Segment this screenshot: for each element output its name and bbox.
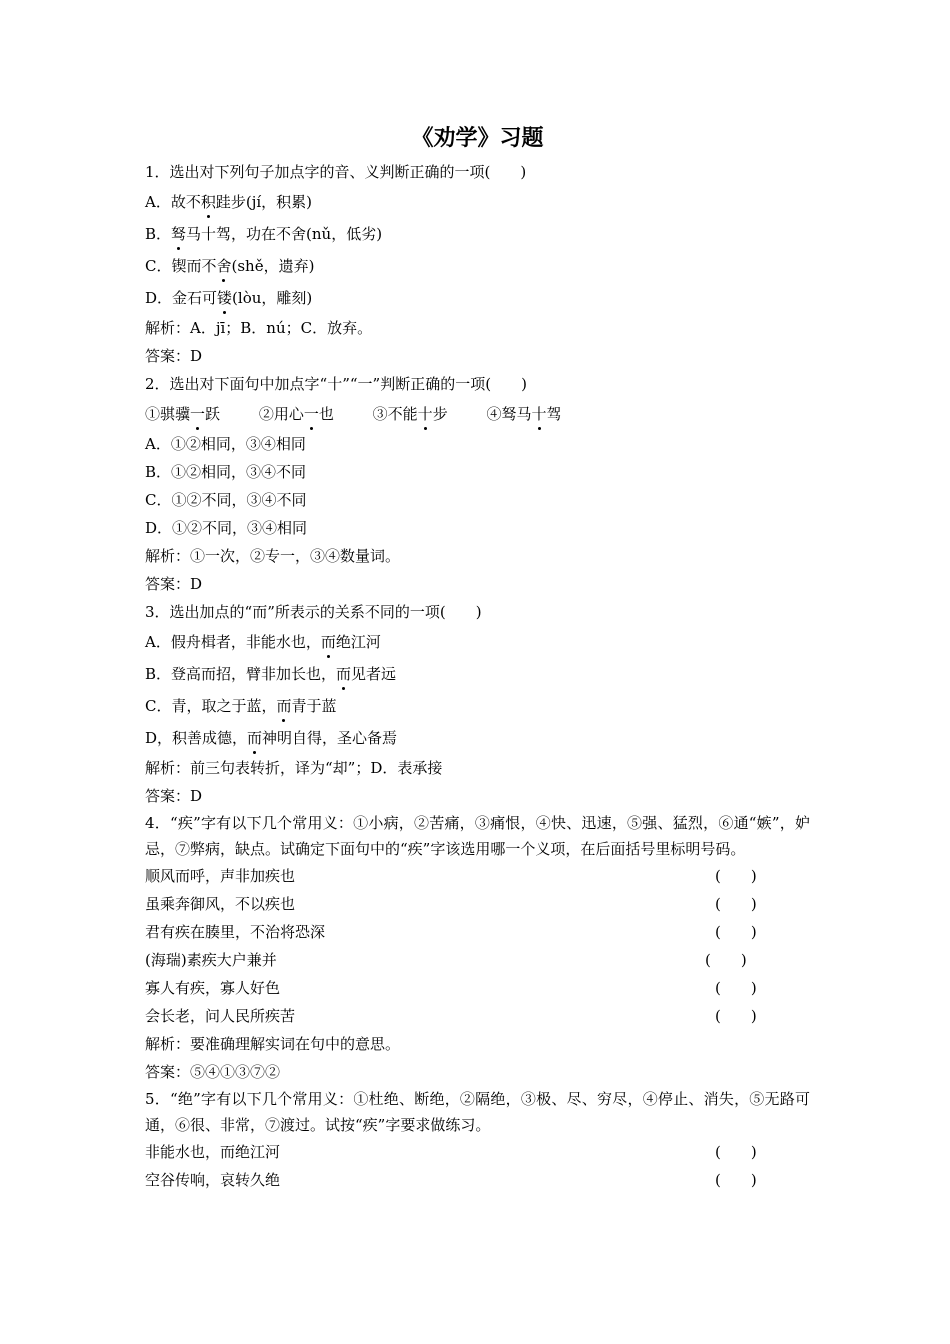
q3-option-c: C．青，取之于蓝，而青于蓝 [145,690,810,722]
dotted-char: 驽 [171,218,186,250]
q5-stem: 5．“绝”字有以下几个常用义：①杜绝、断绝，②隔绝，③极、尽、穷尽，④停止、消失，⑤无路可通，⑥很、非常，⑦渡过。试按“疾”字要求做练习。 [145,1090,810,1134]
answer-blank[interactable]: ( ) [715,1007,757,1025]
document-page [145,118,810,1194]
q3-option-b: B．登高而招，臂非加长也，而见者远 [145,658,810,690]
q4-row: 君有疾在腠里，不治将恐深 ( ) [145,918,810,946]
q4-row: 顺风而呼，声非加疾也 ( ) [145,862,810,890]
q1-answer: 答案：D [145,347,203,365]
q3-stem: 3．选出加点的“而”所表示的关系不同的一项( ) [145,603,482,621]
q3-option-a: A．假舟楫者，非能水也，而绝江河 [145,626,810,658]
answer-blank[interactable]: ( ) [715,867,757,885]
q2-option-a: A．①②相同，③④相同 [145,435,306,453]
q3-answer: 答案：D [145,787,203,805]
q4-row: (海瑞)素疾大户兼并 ( ) [145,946,810,974]
dotted-char: 而 [336,658,351,690]
q1-stem: 1．选出对下列句子加点字的音、义判断正确的一项( ) [145,163,527,181]
q4-row: 会长老，问人民所疾苦 ( ) [145,1002,810,1030]
q4-stem: 4．“疾”字有以下几个常用义：①小病，②苦痛，③痛恨，④快、迅速，⑤强、猛烈，⑥通“嫉”，妒忌，⑦弊病，缺点。试确定下面句中的“疾”字该选用哪一个义项，在后面括号里标明号码。 [145,814,810,858]
q2-analysis: 解析：①一次，②专一，③④数量词。 [145,547,401,565]
q2-option-c: C．①②不同，③④不同 [145,491,307,509]
q2-item: ③不能十步 [373,405,448,423]
q4-analysis: 解析：要准确理解实词在句中的意思。 [145,1035,401,1053]
answer-blank[interactable]: ( ) [715,923,757,941]
q2-option-b: B．①②相同，③④不同 [145,463,307,481]
dotted-char: 十 [418,398,433,430]
dotted-char: 一 [304,398,319,430]
q2-stem: 2．选出对下面句中加点字“十”“一”判断正确的一项( ) [145,375,527,393]
q1-option-c: C．锲而不舍(shě，遗弃) [145,250,810,282]
dotted-char: 而 [247,722,262,754]
dotted-char: 镂 [217,282,232,314]
q5-row: 非能水也，而绝江河 ( ) [145,1138,810,1166]
dotted-char: 一 [190,398,205,430]
q2-answer: 答案：D [145,575,203,593]
q2-item: ②用心一也 [259,405,334,423]
q2-item: ④驽马十驾 [486,405,561,423]
q1-analysis: 解析：A．jī；B．nú；C．放弃。 [145,319,373,337]
answer-blank[interactable]: ( ) [705,951,747,969]
dotted-char: 舍 [216,250,231,282]
q2-items [145,398,810,430]
page-title: 《劝学》习题 [411,125,544,151]
dotted-char: 积 [201,186,216,218]
q5-row: 空谷传响，哀转久绝 ( ) [145,1166,810,1194]
answer-blank[interactable]: ( ) [715,895,757,913]
q2-item: ①骐骥一跃 [145,405,220,423]
q4-answer: 答案：⑤④①③⑦② [145,1063,281,1081]
q3-option-d: D，积善成德，而神明自得，圣心备焉 [145,722,810,754]
q2-option-d: D．①②不同，③④相同 [145,519,308,537]
q1-option-b: B．驽马十驾，功在不舍(nǔ，低劣) [145,218,810,250]
dotted-char: 十 [532,398,547,430]
q4-row: 虽乘奔御风，不以疾也 ( ) [145,890,810,918]
dotted-char: 而 [276,690,291,722]
answer-blank[interactable]: ( ) [715,1171,757,1189]
answer-blank[interactable]: ( ) [715,979,757,997]
q3-analysis: 解析：前三句表转折，译为“却”；D．表承接 [145,759,443,777]
answer-blank[interactable]: ( ) [715,1143,757,1161]
q4-row: 寡人有疾，寡人好色 ( ) [145,974,810,1002]
dotted-char: 而 [321,626,336,658]
q1-option-d: D．金石可镂(lòu，雕刻) [145,282,810,314]
q1-option-a: A．故不积跬步(jí，积累) [145,186,810,218]
